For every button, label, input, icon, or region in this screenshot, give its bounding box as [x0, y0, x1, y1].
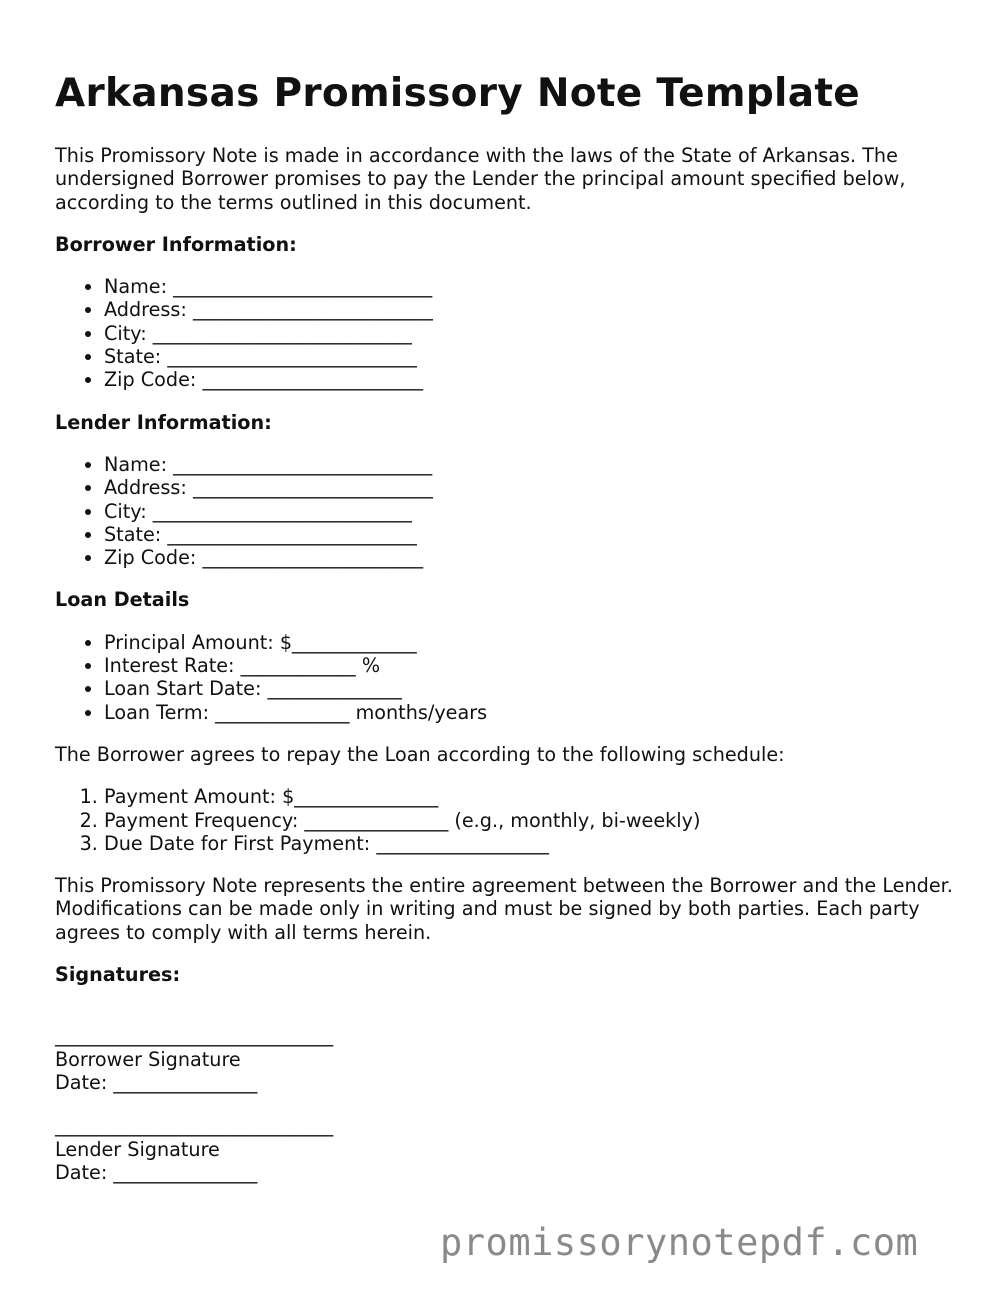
site-watermark: promissorynotepdf.com [440, 1221, 919, 1264]
lender-zip-field: • Zip Code: _______________________ [104, 546, 955, 569]
signatures-heading: Signatures: [55, 963, 181, 987]
schedule-intro: The Borrower agrees to repay the Loan according to the following schedule: [55, 742, 785, 766]
borrower-address-field: • Address: _________________________ [104, 298, 955, 321]
borrower-heading: Borrower Information: [55, 232, 297, 256]
lender-address-field: • Address: _________________________ [104, 476, 955, 499]
borrower-signature-label: Borrower Signature [55, 1047, 241, 1071]
payment-frequency-field: 2. Payment Frequency: _______________ (e.g., monthly, bi-weekly) [104, 809, 955, 832]
lender-name-field: • Name: ___________________________ [104, 453, 955, 476]
lender-signature-block [55, 1114, 955, 1184]
lender-state-field: • State: __________________________ [104, 523, 955, 546]
payment-amount-field: 1. Payment Amount: $_______________ [104, 785, 955, 808]
borrower-signature-line: _____________________________ [55, 1024, 334, 1048]
loan-start-date-field: • Loan Start Date: ______________ [104, 677, 955, 700]
borrower-city-field: • City: ___________________________ [104, 322, 955, 345]
lender-signature-label: Lender Signature [55, 1137, 220, 1161]
borrower-zip-field: • Zip Code: _______________________ [104, 368, 955, 391]
borrower-state-field: • State: __________________________ [104, 345, 955, 368]
first-payment-due-field: 3. Due Date for First Payment: __________________ [104, 832, 955, 855]
borrower-name-field: • Name: ___________________________ [104, 275, 955, 298]
borrower-info-list [55, 275, 955, 391]
payment-schedule-list [55, 785, 955, 855]
lender-heading: Lender Information: [55, 410, 272, 434]
lender-date-field: Date: _______________ [55, 1160, 258, 1184]
loan-details-heading: Loan Details [55, 588, 190, 612]
principal-amount-field: • Principal Amount: $_____________ [104, 631, 955, 654]
document-page [55, 70, 955, 1184]
document-title: Arkansas Promissory Note Template [55, 71, 861, 116]
borrower-date-field: Date: _______________ [55, 1070, 258, 1094]
borrower-signature-block [55, 1005, 955, 1094]
lender-signature-line: _____________________________ [55, 1114, 334, 1138]
interest-rate-field: • Interest Rate: ____________ % [104, 654, 955, 677]
intro-paragraph: This Promissory Note is made in accordance with the laws of the State of Arkansas. The undersigned Borrower promises to pay the Lender the principal amount specified below, according to the terms outlined in this document. [55, 144, 906, 214]
loan-term-field: • Loan Term: ______________ months/years [104, 701, 955, 724]
lender-city-field: • City: ___________________________ [104, 500, 955, 523]
agreement-paragraph: This Promissory Note represents the entire agreement between the Borrower and the Lender. Modifications can be made only in writing and must be signed by both parties. Each party agrees to comply with all terms herein. [55, 874, 953, 944]
lender-info-list [55, 453, 955, 569]
loan-details-list [55, 631, 955, 724]
